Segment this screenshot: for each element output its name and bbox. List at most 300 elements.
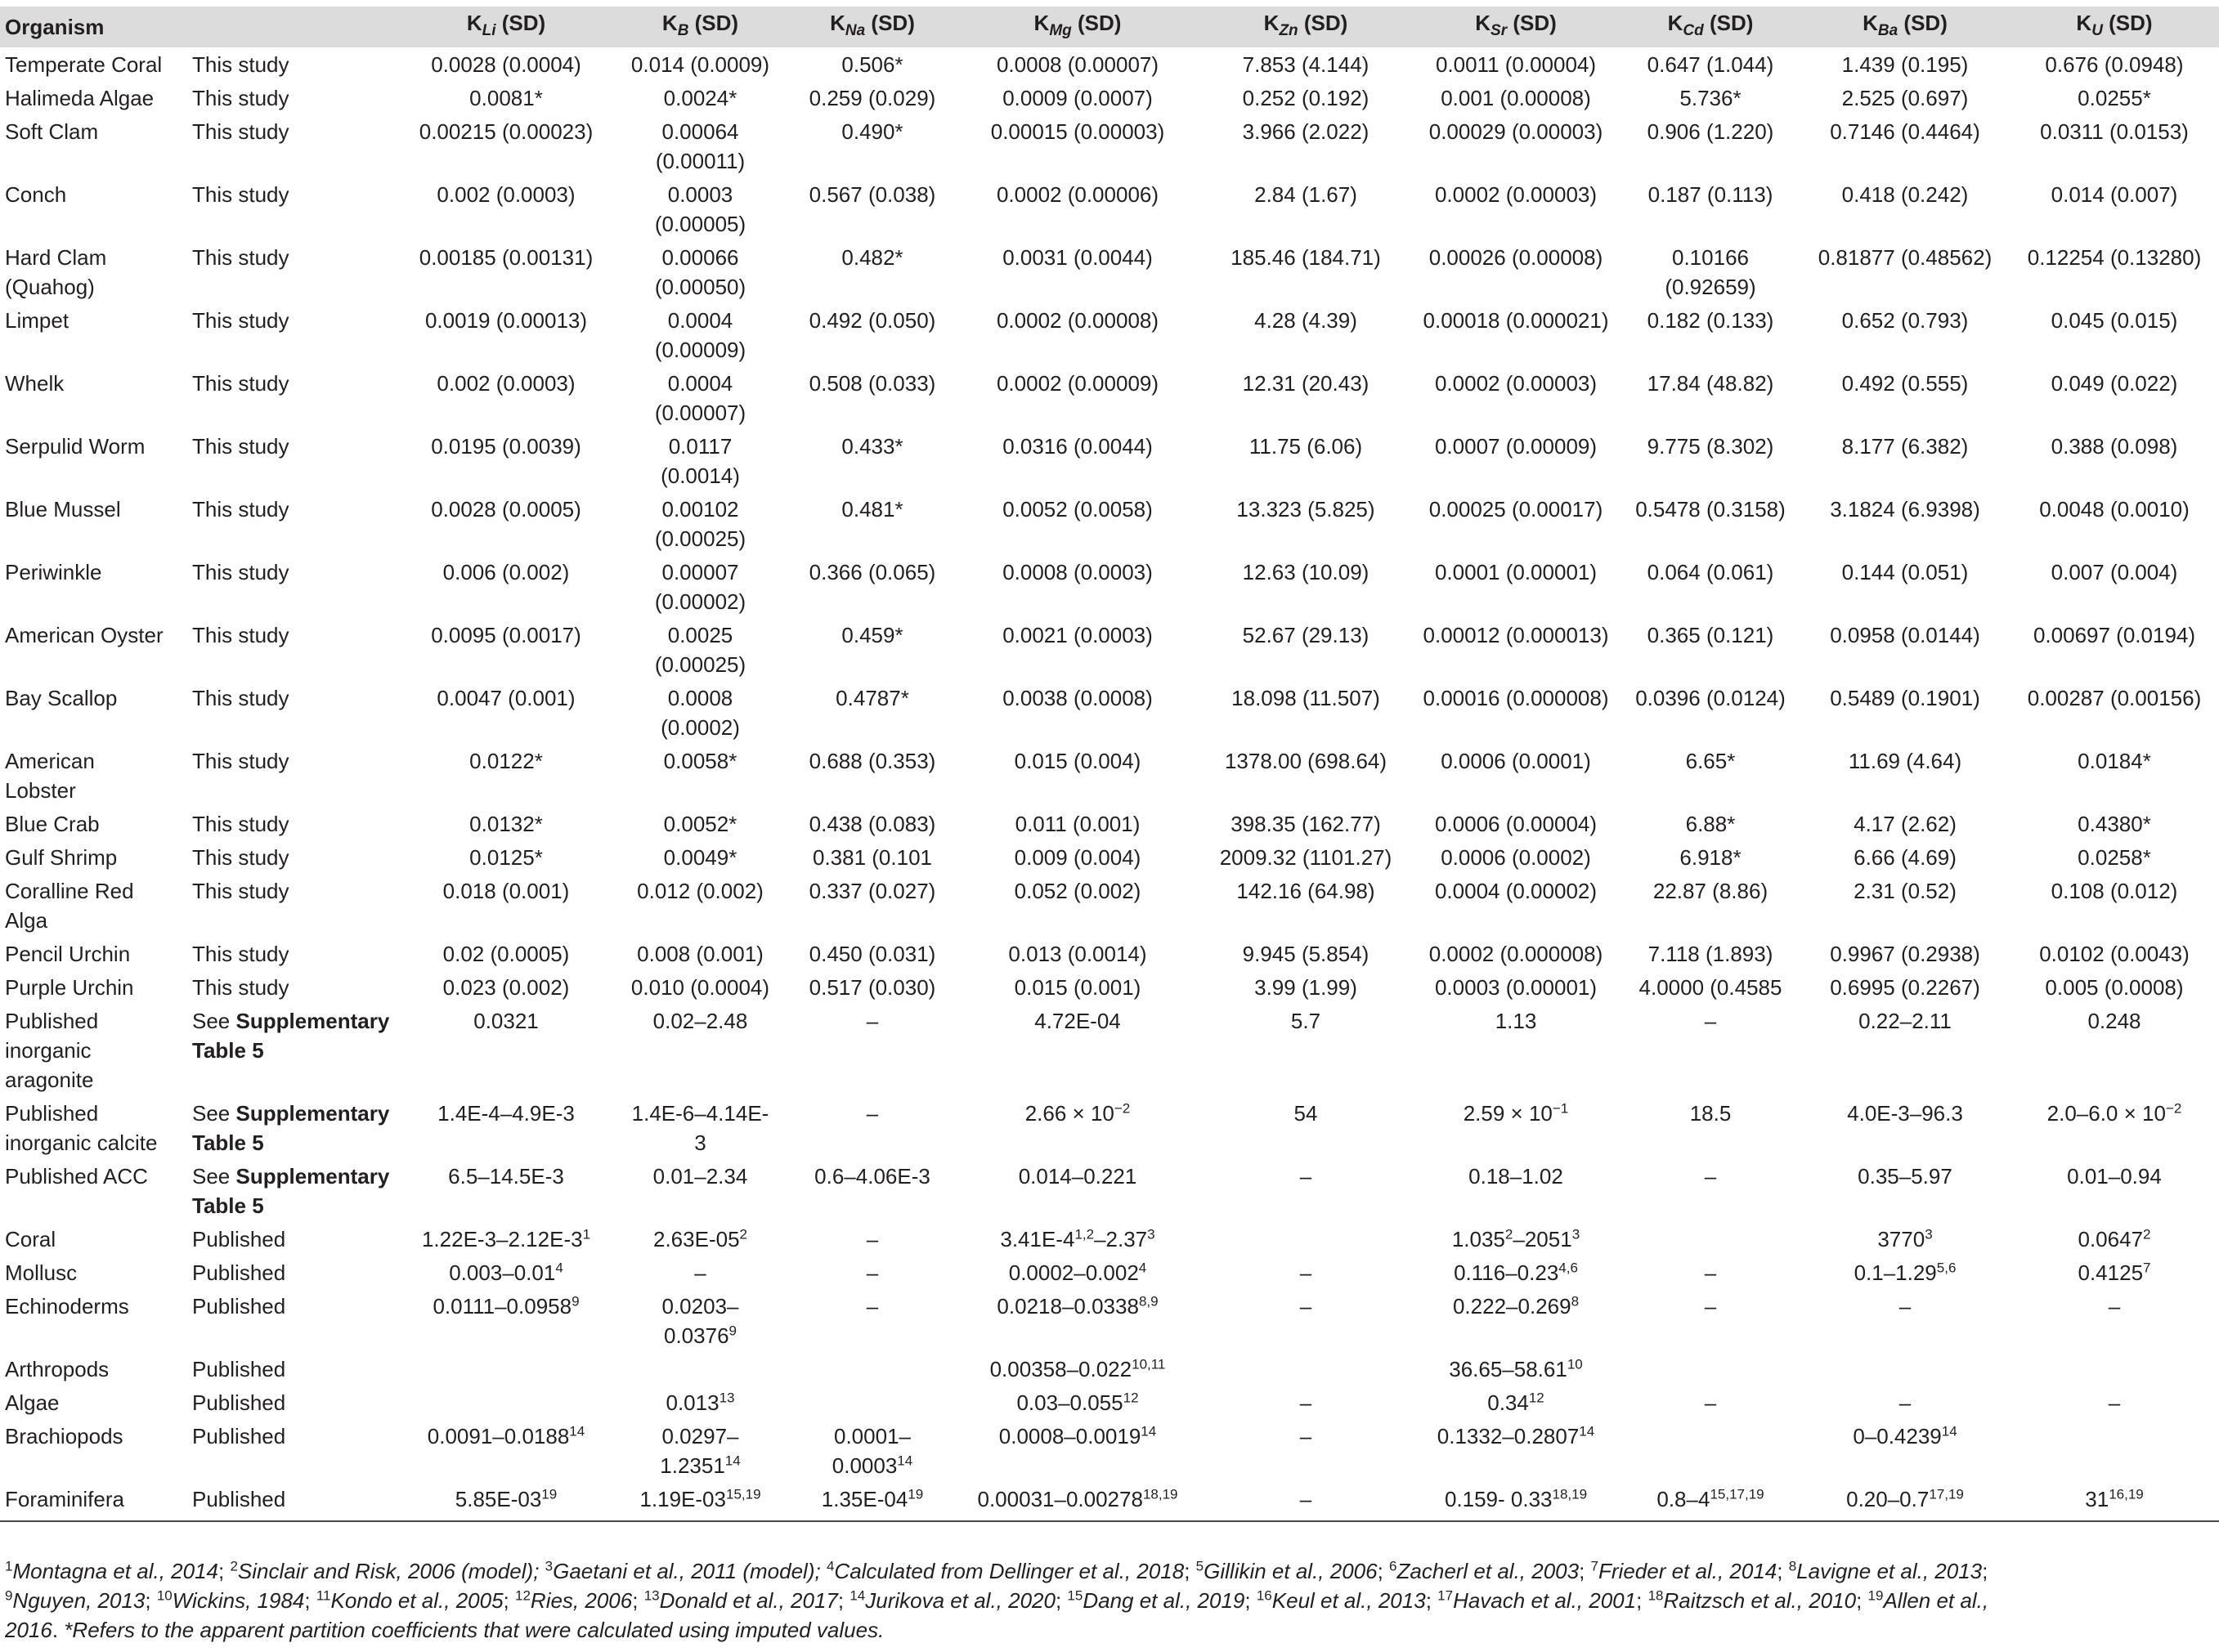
cell-k-u — [2010, 492, 2219, 555]
cell-line — [795, 180, 950, 209]
cell-line — [192, 243, 397, 272]
reference-superscript: 13 — [643, 1587, 660, 1604]
text-run: 4.17 (2.62) — [1854, 812, 1957, 836]
cell-line — [1625, 1484, 1795, 1514]
cell-line — [1205, 432, 1406, 461]
cell-k-zn — [1200, 807, 1411, 840]
text-run: ; — [145, 1588, 157, 1613]
text-run: 3.966 (2.022) — [1242, 119, 1370, 144]
cell-line — [406, 1162, 606, 1191]
cell-line — [406, 1484, 606, 1514]
cell-k-sr — [1411, 366, 1621, 429]
cell-k-b — [611, 492, 790, 555]
cell-line — [192, 50, 397, 79]
table-row — [0, 1256, 2219, 1289]
cell-k-cd — [1621, 970, 1800, 1004]
cell-line — [2015, 876, 2214, 906]
text-run: – — [1704, 1009, 1717, 1033]
cell-line — [795, 83, 950, 113]
text-run: 0.0024* — [663, 86, 737, 110]
cell-k-ba — [1800, 1289, 2010, 1352]
cell-line — [192, 369, 397, 398]
cell-source — [187, 618, 401, 681]
text-run: 4.72E-04 — [1034, 1009, 1121, 1033]
cell-line — [1805, 939, 2005, 969]
cell-k-sr — [1411, 1004, 1621, 1096]
cell-line — [1205, 117, 1406, 146]
text-run: Published — [192, 1487, 286, 1511]
italic-text: Zacherl et al., 2003 — [1396, 1559, 1580, 1583]
table-row — [0, 618, 2219, 681]
text-run: 0.010 (0.0004) — [630, 975, 770, 1000]
cell-organism — [0, 681, 187, 744]
text-run: 0.00287 (0.00156) — [2027, 686, 2202, 710]
cell-line — [406, 1258, 606, 1287]
cell-k-ba — [1800, 618, 2010, 681]
cell-line — [5, 117, 182, 146]
cell-source — [187, 1256, 401, 1289]
text-run: 2.66 × 10 — [1024, 1101, 1114, 1126]
text-run: 54 — [1293, 1101, 1318, 1126]
cell-k-zn — [1200, 1386, 1411, 1419]
cell-k-b — [611, 81, 790, 114]
cell-organism — [0, 618, 187, 681]
table-row — [0, 177, 2219, 240]
cell-k-u — [2010, 114, 2219, 177]
reference-superscript: 17 — [1437, 1587, 1454, 1604]
text-run: 0.0001 (0.00001) — [1434, 560, 1598, 584]
reference-superscript: 15 — [1067, 1587, 1083, 1604]
text-run: Published — [192, 1357, 286, 1381]
reference-superscript: 14 — [1941, 1423, 1957, 1439]
cell-line — [616, 713, 785, 742]
cell-k-sr — [1411, 1256, 1621, 1289]
cell-line — [1205, 1258, 1406, 1287]
text-run: . — [52, 1618, 65, 1642]
cell-line — [616, 272, 785, 302]
cell-k-sr — [1411, 874, 1621, 937]
table-body — [0, 47, 2219, 1521]
cell-line — [616, 306, 785, 335]
cell-line — [795, 683, 950, 713]
text-run: 0.0002 (0.00006) — [996, 182, 1159, 207]
cell-k-cd — [1621, 492, 1800, 555]
text-run: Hard Clam — [5, 245, 107, 270]
cell-line — [5, 843, 182, 872]
text-run: 0.0008–0.0019 — [998, 1424, 1141, 1448]
cell-k-li — [401, 303, 611, 366]
cell-k-ba — [1800, 874, 2010, 937]
reference-superscript: 16 — [1256, 1587, 1272, 1604]
cell-k-ba — [1800, 303, 2010, 366]
cell-k-li — [401, 240, 611, 303]
text-run: 0.003–0.01 — [449, 1260, 556, 1285]
text-run: 0.0117 — [668, 434, 733, 459]
cell-line — [1805, 1484, 2005, 1514]
text-run: Purple Urchin — [5, 975, 134, 1000]
cell-k-u — [2010, 240, 2219, 303]
cell-line — [2015, 939, 2214, 969]
cell-k-b — [611, 47, 790, 81]
text-run: 0.0958 (0.0144) — [1830, 623, 1980, 647]
cell-line — [1805, 683, 2005, 713]
cell-line — [1805, 369, 2005, 398]
header-k-sr: $K_{Sr}$ (SD) — [1475, 10, 1557, 40]
cell-source — [187, 1289, 401, 1352]
cell-k-u — [2010, 366, 2219, 429]
reference-superscript: 14 — [849, 1587, 866, 1604]
text-run: 0.450 (0.031) — [809, 942, 936, 966]
cell-k-sr — [1411, 429, 1621, 492]
text-run: 11.75 (6.06) — [1248, 434, 1363, 459]
cell-line — [795, 369, 950, 398]
text-run: –2.37 — [1094, 1227, 1148, 1251]
cell-line — [1625, 1292, 1795, 1321]
text-run: 0.4380* — [2078, 812, 2151, 836]
cell-k-mg — [955, 47, 1200, 81]
cell-k-mg — [955, 1256, 1200, 1289]
text-run: 0.0396 (0.0124) — [1635, 686, 1786, 710]
cell-line — [1805, 876, 2005, 906]
cell-line — [1805, 1162, 2005, 1191]
cell-line — [1625, 1388, 1795, 1417]
cell-line — [192, 1258, 397, 1287]
cell-line — [5, 83, 182, 113]
cell-organism — [0, 744, 187, 807]
cell-k-li — [401, 1386, 611, 1419]
text-run: 1.35E-04 — [821, 1487, 908, 1511]
cell-line — [192, 1191, 397, 1220]
cell-k-cd — [1621, 840, 1800, 874]
cell-k-na — [790, 429, 955, 492]
cell-line — [5, 1421, 182, 1451]
text-run: Published ACC — [5, 1164, 148, 1189]
cell-k-b — [611, 840, 790, 874]
text-run: 0.0006 (0.0001) — [1441, 749, 1591, 773]
cell-k-u — [2010, 840, 2219, 874]
text-run: American Oyster — [5, 623, 164, 647]
cell-k-ba — [1800, 1096, 2010, 1159]
text-run: 6.5–14.5E-3 — [448, 1164, 564, 1189]
cell-k-na — [790, 1386, 955, 1419]
cell-k-cd — [1621, 1256, 1800, 1289]
cell-organism — [0, 937, 187, 970]
reference-superscript: 12 — [1123, 1390, 1139, 1406]
reference-superscript: 19 — [908, 1486, 924, 1502]
text-run: ; — [503, 1588, 515, 1613]
text-run: 0.012 (0.002) — [637, 879, 764, 903]
cell-line — [192, 746, 397, 776]
cell-line — [2015, 683, 2214, 713]
text-run: 5.85E-03 — [455, 1487, 542, 1511]
cell-k-cd — [1621, 240, 1800, 303]
cell-k-sr — [1411, 303, 1621, 366]
cell-source — [187, 240, 401, 303]
cell-organism — [0, 114, 187, 177]
cell-k-u — [2010, 555, 2219, 618]
cell-line — [5, 1484, 182, 1514]
cell-line — [1205, 809, 1406, 839]
cell-line — [2015, 1099, 2214, 1128]
text-run: 0.0002 (0.00009) — [996, 371, 1159, 396]
text-run: 0.00018 (0.000021) — [1423, 308, 1609, 333]
text-run: 0.00031–0.00278 — [977, 1487, 1143, 1511]
cell-k-u — [2010, 807, 2219, 840]
cell-k-li — [401, 114, 611, 177]
cell-k-mg — [955, 1386, 1200, 1419]
text-run: 0.0004 — [667, 371, 733, 396]
text-run: – — [1704, 1260, 1717, 1285]
text-run: 0.492 (0.050) — [809, 308, 936, 333]
cell-line — [1625, 306, 1795, 335]
text-run: –2051 — [1513, 1227, 1572, 1251]
cell-line — [1805, 746, 2005, 776]
text-run: 0.222–0.269 — [1452, 1294, 1571, 1318]
text-run: 0.492 (0.555) — [1841, 371, 1969, 396]
cell-organism — [0, 177, 187, 240]
text-run: 0.006 (0.002) — [442, 560, 570, 584]
cell-line — [616, 1128, 785, 1157]
cell-line — [616, 432, 785, 461]
cell-line — [1416, 1421, 1616, 1451]
cell-k-b — [611, 1004, 790, 1096]
text-run: 6.918* — [1679, 845, 1742, 870]
cell-k-na — [790, 1096, 955, 1159]
text-run: This study — [192, 686, 289, 710]
text-run: 0.0122* — [469, 749, 543, 773]
cell-line — [960, 1354, 1195, 1384]
text-run: ; — [218, 1559, 231, 1583]
text-run: (0.00002) — [654, 589, 746, 614]
cell-k-u — [2010, 1222, 2219, 1256]
italic-text: Havach et al., 2001 — [1453, 1588, 1637, 1613]
cell-k-b — [611, 1482, 790, 1521]
reference-superscript: 8,9 — [1138, 1293, 1159, 1310]
cell-line — [795, 243, 950, 272]
cell-k-b — [611, 970, 790, 1004]
cell-line — [1205, 1388, 1406, 1417]
text-run: 0.049 (0.022) — [2051, 371, 2178, 396]
cell-line — [406, 83, 606, 113]
cell-k-cd — [1621, 807, 1800, 840]
text-run: Gulf Shrimp — [5, 845, 118, 870]
cell-k-u — [2010, 937, 2219, 970]
text-run: – — [1704, 1164, 1717, 1189]
cell-k-b — [611, 240, 790, 303]
cell-k-b — [611, 807, 790, 840]
header-k-u: $K_U$ (SD) — [2076, 10, 2153, 40]
cell-source — [187, 840, 401, 874]
cell-k-li — [401, 81, 611, 114]
cell-k-mg — [955, 1159, 1200, 1222]
cell-k-u — [2010, 1352, 2219, 1386]
cell-line — [795, 306, 950, 335]
cell-line — [5, 1388, 182, 1417]
text-run: 8.177 (6.382) — [1841, 434, 1969, 459]
cell-line — [795, 1099, 950, 1128]
text-run: – — [1704, 1390, 1717, 1415]
cell-line — [2015, 557, 2214, 587]
text-run: 9.945 (5.854) — [1242, 942, 1370, 966]
cell-k-zn — [1200, 1352, 1411, 1386]
text-run: – — [1704, 1294, 1717, 1318]
cell-line — [960, 557, 1195, 587]
text-run: 0.0111–0.0958 — [433, 1294, 572, 1318]
reference-superscript: 5 — [1195, 1558, 1204, 1574]
cell-k-b — [611, 937, 790, 970]
cell-line — [192, 1484, 397, 1514]
text-run: 0.02 (0.0005) — [442, 942, 570, 966]
cell-k-li — [401, 874, 611, 937]
cell-line — [1805, 1099, 2005, 1128]
cell-line — [795, 117, 950, 146]
cell-line — [960, 1099, 1195, 1128]
text-run: 9.775 (8.302) — [1647, 434, 1774, 459]
cell-line — [616, 1099, 785, 1128]
reference-superscript: 18,19 — [1142, 1486, 1178, 1502]
text-run: 0.015 (0.001) — [1014, 975, 1141, 1000]
cell-k-zn — [1200, 492, 1411, 555]
table-row — [0, 366, 2219, 429]
cell-k-ba — [1800, 1004, 2010, 1096]
text-run: 1378.00 (698.64) — [1224, 749, 1387, 773]
reference-superscript: 18,19 — [1552, 1486, 1588, 1502]
reference-superscript: 14 — [897, 1453, 913, 1469]
text-run: 0.0647 — [2078, 1227, 2144, 1251]
cell-line — [1805, 809, 2005, 839]
cell-k-u — [2010, 429, 2219, 492]
cell-k-mg — [955, 492, 1200, 555]
italic-text: Dellinger et al., 2018 — [988, 1559, 1185, 1583]
cell-line — [616, 1258, 785, 1287]
text-run: Temperate Coral — [5, 52, 163, 77]
cell-k-mg — [955, 618, 1200, 681]
cell-k-mg — [955, 81, 1200, 114]
table-row — [0, 681, 2219, 744]
cell-k-sr — [1411, 840, 1621, 874]
cell-line — [5, 1224, 182, 1254]
cell-k-sr — [1411, 555, 1621, 618]
cell-k-cd — [1621, 1386, 1800, 1419]
cell-line — [1805, 432, 2005, 461]
text-run: 0.906 (1.220) — [1647, 119, 1774, 144]
cell-k-li — [401, 1256, 611, 1289]
cell-line — [5, 180, 182, 209]
cell-k-ba — [1800, 1159, 2010, 1222]
cell-k-zn — [1200, 1222, 1411, 1256]
text-run: 0.015 (0.004) — [1014, 749, 1141, 773]
cell-k-u — [2010, 1289, 2219, 1352]
cell-k-cd — [1621, 874, 1800, 937]
cell-line — [192, 1421, 397, 1451]
cell-k-sr — [1411, 807, 1621, 840]
cell-line — [1805, 1421, 2005, 1451]
italic-text: Jurikova et al., 2020 — [865, 1588, 1056, 1613]
cell-k-ba — [1800, 492, 2010, 555]
cell-k-mg — [955, 744, 1200, 807]
text-run: 0.0002 (0.000008) — [1428, 942, 1603, 966]
cell-k-zn — [1200, 618, 1411, 681]
header-k-na: $K_{Na}$ (SD) — [830, 10, 915, 40]
cell-line — [406, 50, 606, 79]
footnote-line — [5, 1586, 2212, 1615]
text-run: 0.8–4 — [1656, 1487, 1710, 1511]
cell-k-li — [401, 744, 611, 807]
text-run: 0.0031 (0.0044) — [1002, 245, 1153, 270]
cell-k-li — [401, 1159, 611, 1222]
cell-line — [960, 1224, 1195, 1254]
text-run: Coral — [5, 1227, 56, 1251]
cell-k-li — [401, 1222, 611, 1256]
reference-superscript: 18 — [1647, 1587, 1664, 1604]
cell-k-b — [611, 1386, 790, 1419]
cell-k-ba — [1800, 429, 2010, 492]
text-run: 22.87 (8.86) — [1652, 879, 1768, 903]
text-run: Whelk — [5, 371, 65, 396]
text-run: ; — [1579, 1559, 1591, 1583]
text-run: 0.34 — [1487, 1390, 1529, 1415]
cell-line — [616, 1484, 785, 1514]
cell-line — [1205, 843, 1406, 872]
cell-line — [960, 180, 1195, 209]
text-run: ; — [1425, 1588, 1438, 1613]
cell-line — [616, 620, 785, 650]
cell-organism — [0, 807, 187, 840]
cell-line — [192, 495, 397, 524]
italic-text: Allen et al., — [1883, 1588, 1989, 1613]
cell-line — [960, 620, 1195, 650]
cell-line — [5, 1036, 182, 1065]
cell-k-zn — [1200, 937, 1411, 970]
cell-source — [187, 1159, 401, 1222]
cell-line — [795, 1224, 950, 1254]
table-row — [0, 1004, 2219, 1096]
cell-line — [1416, 557, 1616, 587]
reference-superscript: 14 — [569, 1423, 585, 1439]
cell-k-li — [401, 840, 611, 874]
cell-line — [5, 243, 182, 272]
text-run: 0.00025 (0.00017) — [1428, 497, 1603, 522]
cell-line — [1416, 495, 1616, 524]
reference-superscript: 1,2 — [1074, 1226, 1095, 1242]
cell-line — [1625, 746, 1795, 776]
text-run: 17.84 (48.82) — [1647, 371, 1774, 396]
cell-line — [192, 1162, 397, 1191]
reference-superscript: 13 — [719, 1390, 735, 1406]
text-run: 0.10166 (0.92659) — [1665, 245, 1756, 299]
text-run: 0.252 (0.192) — [1242, 86, 1370, 110]
text-run: 3770 — [1877, 1227, 1925, 1251]
cell-k-sr — [1411, 1419, 1621, 1482]
header-k-ba: $K_{Ba}$ (SD) — [1863, 10, 1948, 40]
cell-k-li — [401, 1289, 611, 1352]
cell-k-zn — [1200, 366, 1411, 429]
cell-line — [1805, 1388, 2005, 1417]
reference-superscript: 4 — [1138, 1260, 1147, 1276]
cell-k-sr — [1411, 1096, 1621, 1159]
cell-source — [187, 492, 401, 555]
cell-line — [1416, 117, 1616, 146]
cell-line — [1205, 369, 1406, 398]
text-run: 0.12254 (0.13280) — [2027, 245, 2202, 270]
cell-line — [1625, 1162, 1795, 1191]
text-run: 0.0258* — [2078, 845, 2151, 870]
cell-line — [406, 557, 606, 587]
cell-k-u — [2010, 681, 2219, 744]
cell-line — [1416, 939, 1616, 969]
text-run: This study — [192, 879, 289, 903]
cell-k-cd — [1621, 1004, 1800, 1096]
